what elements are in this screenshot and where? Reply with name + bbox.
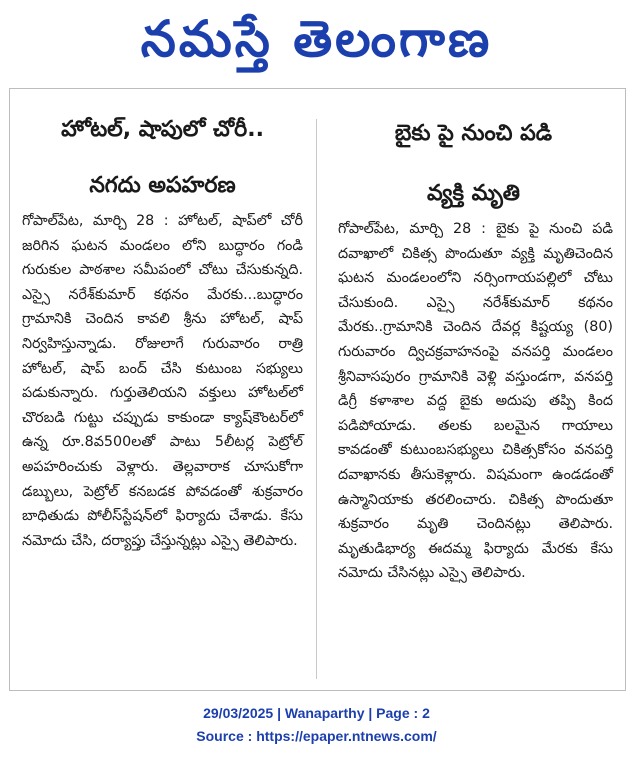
article-headline-line2: నగదు అపహరణ [89, 173, 236, 198]
news-clipping [9, 88, 626, 691]
article-body: గోపాల్‌పేట, మార్చి 28 : హోటల్, షాప్‌లో చోరీ జరిగిన ఘటన మండలం లోని బుద్ధారం గండి గురుకుల పాఠశాల సమీపంలో చోటు చేసుకున్నది. ఎస్సై నరేశ్‌కుమార్ కథనం మేరకు...బుద్ధారం గ్రామానికి చెందిన కావలి శ్రీను హోటల్, షాప్ నిర్వహిస్తున్నాడు. రోజులాగే గురువారం రాత్రి హోటల్, షాప్ బంద్ చేసి కుటుంబ సభ్యులు పడుకున్నారు. గుర్తుతెలియని వక్తులు హోటల్‌లో చొరబడి గుట్టు చప్పుడు కాకుండా క్యాష్‌కౌంటర్‌లో ఉన్న రూ.8వ500లతో పాటు 5లీటర్ల పెట్రోల్ అపహరించుకు వెళ్లారు. తెల్లవారాక చూసుకోగా డబ్బులు, పెట్రోల్ కనబడక పోవడంతో శుక్రవారం బాధితుడు పోలీస్‌స్టేషన్‌లో ఫిర్యాదు చేశాడు. కేసు నమోదు చేసి, దర్యాప్తు చేస్తున్నట్లు ఎస్సై తెలిపారు. [22, 213, 303, 549]
article-bike-accident [322, 89, 625, 690]
article-body: గోపాల్‌పేట, మార్చి 28 : బైకు పై నుంచి పడి దవాఖాలో చికిత్స పొందుతూ వ్యక్తి మృతిచెందిన ఘటన మండలంలోని నర్సింగాయపల్లిలో చోటు చేసుకుంది. ఎస్సై నరేశ్‌కుమార్ కథనం మేరకు..గ్రామానికి చెందిన దేవర్ల కిష్టయ్య (80) గురువారం ద్విచక్రవాహనంపై వనపర్తి మండలం శ్రీనివాసపురం గ్రామానికి వెళ్లి వస్తుండగా, వనపర్తి డిగ్రీ కళాశాల వద్ద బైకు అదుపు తప్పి కింద పడిపోయాడు. తలకు బలమైన గాయాలు కావడంతో కుటుంబసభ్యులు చికిత్సకోసం వనపర్తి దవాఖానకు తీసుకెళ్లారు. విషమంగా ఉండడంతో ఉస్మానియాకు తరలించారు. చికిత్స పొందుతూ శుక్రవారం మృతి చెందినట్లు తెలిపారు. మృతుడిభార్య ఈదమ్మ ఫిర్యాదు మేరకు కేసు నమోదు చేసినట్లు ఎస్సై తెలిపారు. [338, 221, 613, 582]
article-headline-line1: బైకు పై నుంచి పడి [394, 121, 553, 146]
newspaper-title: నమస్తే తెలంగాణ [140, 9, 493, 68]
masthead [0, 0, 633, 82]
article-hotel-theft [10, 89, 315, 690]
source-link[interactable]: Source : https://epaper.ntnews.com/ [196, 728, 437, 744]
edition-info: 29/03/2025 | Wanaparthy | Page : 2 [203, 705, 430, 721]
article-headline-line2: వ్యక్తి మృతి [426, 181, 521, 206]
article-headline-line1: హోటల్, షాపులో చోరీ.. [61, 117, 264, 142]
column-divider [316, 119, 317, 679]
